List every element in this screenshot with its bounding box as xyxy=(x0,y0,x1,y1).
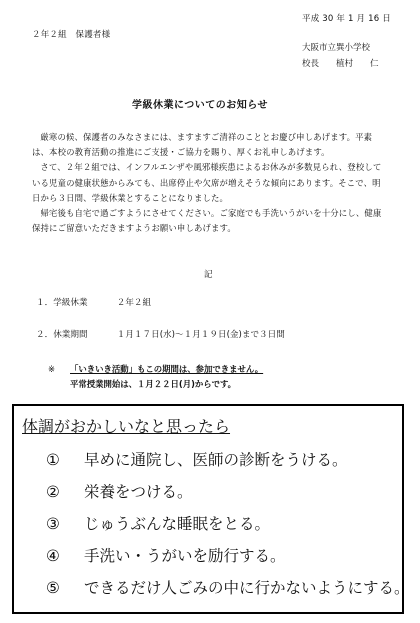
item-text: できるだけ人ごみの中に行かないようにする。 xyxy=(84,579,410,597)
note-block xyxy=(48,362,263,392)
list-item xyxy=(46,448,410,480)
notice-body xyxy=(32,130,384,236)
body-paragraph: 帰宅後も自宅で過ごすようにさせてください。ご家庭でも手洗いうがいを十分にし、健康保持にご留意いただきますようお願い申しあげます。 xyxy=(32,208,382,234)
detail-item xyxy=(36,328,285,340)
list-item xyxy=(46,576,410,608)
item-text: 早めに通院し、医師の診断をうける。 xyxy=(84,451,348,469)
item-number: ⑤ xyxy=(46,579,60,597)
principal-name: 校長 植村 仁 xyxy=(302,59,379,69)
detail-item xyxy=(36,296,151,308)
sender-block xyxy=(302,40,379,72)
list-item xyxy=(46,480,410,512)
recipient: ２年２組 保護者様 xyxy=(32,30,111,40)
item-text: 手洗い・うがいを励行する。 xyxy=(84,547,286,565)
issue-date: 平成 30 年 1 月 16 日 xyxy=(302,14,391,24)
note-second-line: 平常授業開始は、１月２２日(月)からです。 xyxy=(70,379,237,389)
notice-title: 学級休業についてのお知らせ xyxy=(132,100,268,111)
item-text: 栄養をつける。 xyxy=(84,483,193,501)
ki-heading: 記 xyxy=(204,270,213,280)
list-item xyxy=(46,512,410,544)
item-number: ③ xyxy=(46,515,60,533)
health-advice-box xyxy=(12,404,410,614)
school-name: 大阪市立巽小学校 xyxy=(302,43,371,53)
detail-label: １．学級休業 xyxy=(36,298,88,308)
health-heading: 体調がおかしいなと思ったら xyxy=(22,417,231,436)
item-text: じゅうぶんな睡眠をとる。 xyxy=(84,515,271,533)
detail-label: ２．休業期間 xyxy=(36,330,88,340)
detail-value: １月１７日(水)～１月１９日(金)まで３日間 xyxy=(116,330,285,340)
detail-value: ２年２組 xyxy=(116,298,152,308)
list-item xyxy=(46,544,410,576)
body-paragraph: 厳寒の候、保護者のみなさまには、ますますご清祥のこととお慶び申しあげます。平素は、本校の教育活動の推進にご支援・ご協力を賜り、厚くお礼申しあげます。 xyxy=(32,132,373,158)
note-underlined: 「いきいき活動」もこの期間は、参加できません。 xyxy=(70,364,264,374)
item-number: ② xyxy=(46,483,60,501)
note-mark: ※ xyxy=(48,364,56,374)
item-number: ① xyxy=(46,451,60,469)
body-paragraph: さて、２年２組では、インフルエンザや風邪様疾患によるお休みが多数見られ、登校している児童の健康状態からみても、出席停止や欠席が増えそうな傾向にあります。そこで、明日から３日間、学級休業とすることになりました。 xyxy=(32,162,382,203)
health-list xyxy=(46,448,410,608)
item-number: ④ xyxy=(46,547,60,565)
